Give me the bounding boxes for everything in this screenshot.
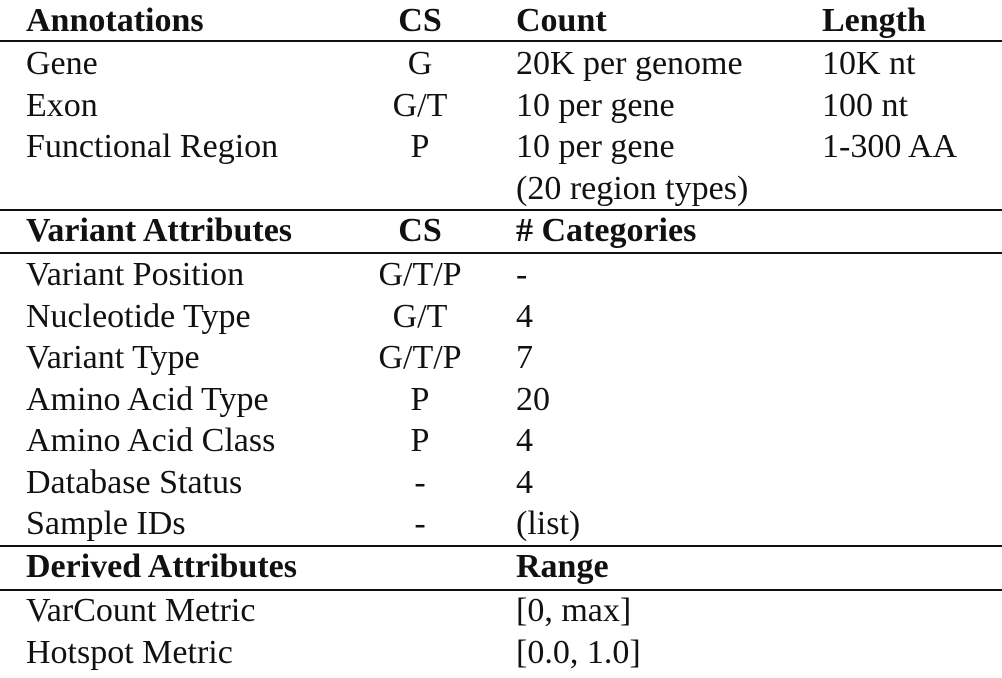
table-row (0, 126, 1002, 168)
row-name: Nucleotide Type (26, 297, 251, 335)
row-name: Hotspot Metric (26, 633, 233, 671)
row-categories: 4 (516, 422, 533, 459)
row-cs: P (410, 128, 430, 165)
row-name: Functional Region (26, 128, 279, 165)
row-name: VarCount Metric (26, 592, 256, 629)
row-count: 20K per genome (516, 45, 743, 82)
row-categories: 4 (516, 463, 533, 501)
row-cs: G (407, 45, 433, 82)
annotations-header-count: Count (516, 2, 607, 39)
row-categories: 20 (516, 380, 550, 418)
annotations-header-cs: CS (398, 2, 442, 39)
derived-attributes-header-row (0, 546, 1002, 588)
table-row (0, 632, 1002, 674)
row-name: Sample IDs (26, 505, 186, 542)
row-length: 10K nt (822, 45, 916, 82)
row-categories: - (516, 256, 528, 293)
row-categories: 7 (516, 339, 533, 376)
row-count: 10 per gene (516, 128, 675, 165)
table-row-continuation (0, 168, 1002, 210)
variant-header-categories: # Categories (516, 212, 697, 249)
row-cs: G/T/P (378, 256, 462, 293)
row-categories: 4 (516, 297, 533, 335)
table-row (0, 503, 1002, 545)
table-row (0, 379, 1002, 421)
derived-header-name: Derived Attributes (26, 548, 298, 585)
row-length: 1-300 AA (822, 128, 958, 165)
derived-header-range: Range (516, 548, 609, 585)
row-cs: - (414, 505, 426, 542)
table-row (0, 462, 1002, 504)
annotations-header-name: Annotations (26, 2, 204, 39)
table-row (0, 85, 1002, 127)
section-divider (0, 40, 1002, 42)
variant-header-cs: CS (398, 212, 442, 249)
row-name: Amino Acid Class (26, 422, 276, 459)
table-row (0, 43, 1002, 85)
row-range: [0, max] (516, 592, 632, 629)
row-name: Gene (26, 45, 98, 82)
annotations-header-row (0, 0, 1002, 42)
variant-header-name: Variant Attributes (26, 212, 293, 249)
row-cs: - (414, 463, 426, 501)
row-cs: P (410, 380, 430, 418)
row-cs: P (410, 422, 430, 459)
row-cs: G/T (392, 297, 448, 335)
row-range: [0.0, 1.0] (516, 633, 641, 671)
row-categories: (list) (516, 505, 581, 542)
table-row (0, 420, 1002, 462)
row-name: Amino Acid Type (26, 380, 269, 418)
annotations-header-length: Length (822, 2, 926, 39)
variant-attributes-header-row (0, 210, 1002, 252)
table-row (0, 337, 1002, 379)
row-name: Exon (26, 86, 98, 124)
row-count: 10 per gene (516, 86, 675, 124)
row-name: Variant Position (26, 256, 245, 293)
row-cs: G/T (392, 86, 448, 124)
row-name: Variant Type (26, 339, 200, 376)
row-length: 100 nt (822, 86, 908, 124)
row-cs: G/T/P (378, 339, 462, 376)
table-row (0, 590, 1002, 632)
table-row (0, 254, 1002, 296)
row-name: Database Status (26, 463, 243, 501)
table-row (0, 296, 1002, 338)
row-count-extra: (20 region types) (516, 169, 749, 207)
